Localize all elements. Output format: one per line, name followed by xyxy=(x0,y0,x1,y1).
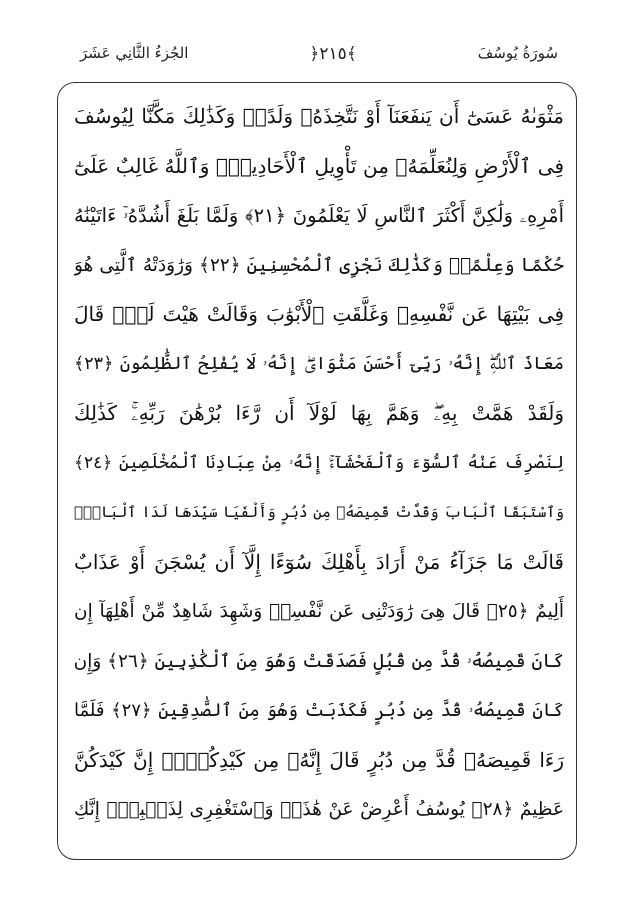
text-line: حُكْمًا وَعِلْمًاۚ وَكَذَٰلِكَ نَجْزِى ٱلْمُحْسِنِينَ ﴿٢٢﴾ وَرَٰوَدَتْهُ ٱلَّتِى هُوَ xyxy=(74,254,564,276)
text-line: عَظِيمٌ ﴿٢٨﴾ يُوسُفُ أَعْرِضْ عَنْ هَٰذَاۚ وَٱسْتَغْفِرِى لِذَنۢبِكِۖ إِنَّكِ xyxy=(74,799,564,820)
page-header xyxy=(80,36,558,70)
text-line: أَلِيمٌ ﴿٢٥﴾ قَالَ هِىَ رَٰوَدَتْنِى عَن نَّفْسِىۚ وَشَهِدَ شَاهِدٌ مِّنْ أَهْلِهَآ إِن xyxy=(74,601,564,622)
text-line: كَانَ قَمِيصُهُۥ قُدَّ مِن دُبُرٍ فَكَذَبَتْ وَهُوَ مِنَ ٱلصَّٰدِقِينَ ﴿٢٧﴾ فَلَمَّا xyxy=(74,700,564,721)
page-number: ﴿٢١٥﴾ xyxy=(309,43,357,64)
text-line: قَالَتْ مَا جَزَآءُ مَنْ أَرَادَ بِأَهْلِكَ سُوٓءًا إِلَّآ أَن يُسْجَنَ أَوْ عَذَابٌ xyxy=(74,549,564,574)
text-line: لِنَصْرِفَ عَنْهُ ٱلسُّوٓءَ وَٱلْفَحْشَآءَۚ إِنَّهُۥ مِنْ عِبَادِنَا ٱلْمُخْلَصِينَ ﴿٢٤﴾ xyxy=(74,452,564,473)
quran-text xyxy=(74,92,564,835)
text-line: مَثْوَىٰهُ عَسَىٰٓ أَن يَنفَعَنَآ أَوْ نَتَّخِذَهُۥ وَلَدًاۚ وَكَذَٰلِكَ مَكَّنَّا لِيُوسُفَ xyxy=(74,104,564,128)
text-line: فِى بَيْتِهَا عَن نَّفْسِهِۦ وَغَلَّقَتِ ٱلْأَبْوَٰبَ وَقَالَتْ هَيْتَ لَكَۚ قَالَ xyxy=(74,302,564,326)
juz-label: الجُزءُ الثَّانِي عَشَرَ xyxy=(80,44,189,62)
text-line: وَلَقَدْ هَمَّتْ بِهِۦۖ وَهَمَّ بِهَا لَوْلَآ أَن رَّءَا بُرْهَٰنَ رَبِّهِۦۚ كَذَٰلِكَ xyxy=(74,401,564,425)
text-line: رَءَا قَمِيصَهُۥ قُدَّ مِن دُبُرٍ قَالَ إِنَّهُۥ مِن كَيْدِكُنَّۖ إِنَّ كَيْدَكُنَّ xyxy=(74,747,564,772)
text-line: أَمْرِهِۦ وَلَٰكِنَّ أَكْثَرَ ٱلنَّاسِ لَا يَعْلَمُونَ ﴿٢١﴾ وَلَمَّا بَلَغَ أَشُدَّهُۥٓ ءَاتَيْنَٰهُ xyxy=(74,204,564,227)
text-line: وَٱسْتَبَقَا ٱلْبَابَ وَقَدَّتْ قَمِيصَهُۥ مِن دُبُرٍ وَأَلْفَيَا سَيِّدَهَا لَدَا ٱلْبَابِۚ xyxy=(74,503,564,521)
text-line: كَانَ قَمِيصُهُۥ قُدَّ مِن قُبُلٍ فَصَدَقَتْ وَهُوَ مِنَ ٱلْكَٰذِبِينَ ﴿٢٦﴾ وَإِن xyxy=(74,650,564,672)
surah-label: سُورَةُ يُوسُفَ xyxy=(477,44,558,62)
text-line: مَعَاذَ ٱللَّهِۖ إِنَّهُۥ رَبِّىٓ أَحْسَنَ مَثْوَاىَۖ إِنَّهُۥ لَا يُفْلِحُ ٱلظَّٰلِمُونَ ﴿٢٣﴾ xyxy=(74,353,564,374)
text-line: فِى ٱلْأَرْضِ وَلِنُعَلِّمَهُۥ مِن تَأْوِيلِ ٱلْأَحَادِيثِۚ وَٱللَّهُ غَالِبٌ عَلَىٰٓ xyxy=(74,153,564,178)
